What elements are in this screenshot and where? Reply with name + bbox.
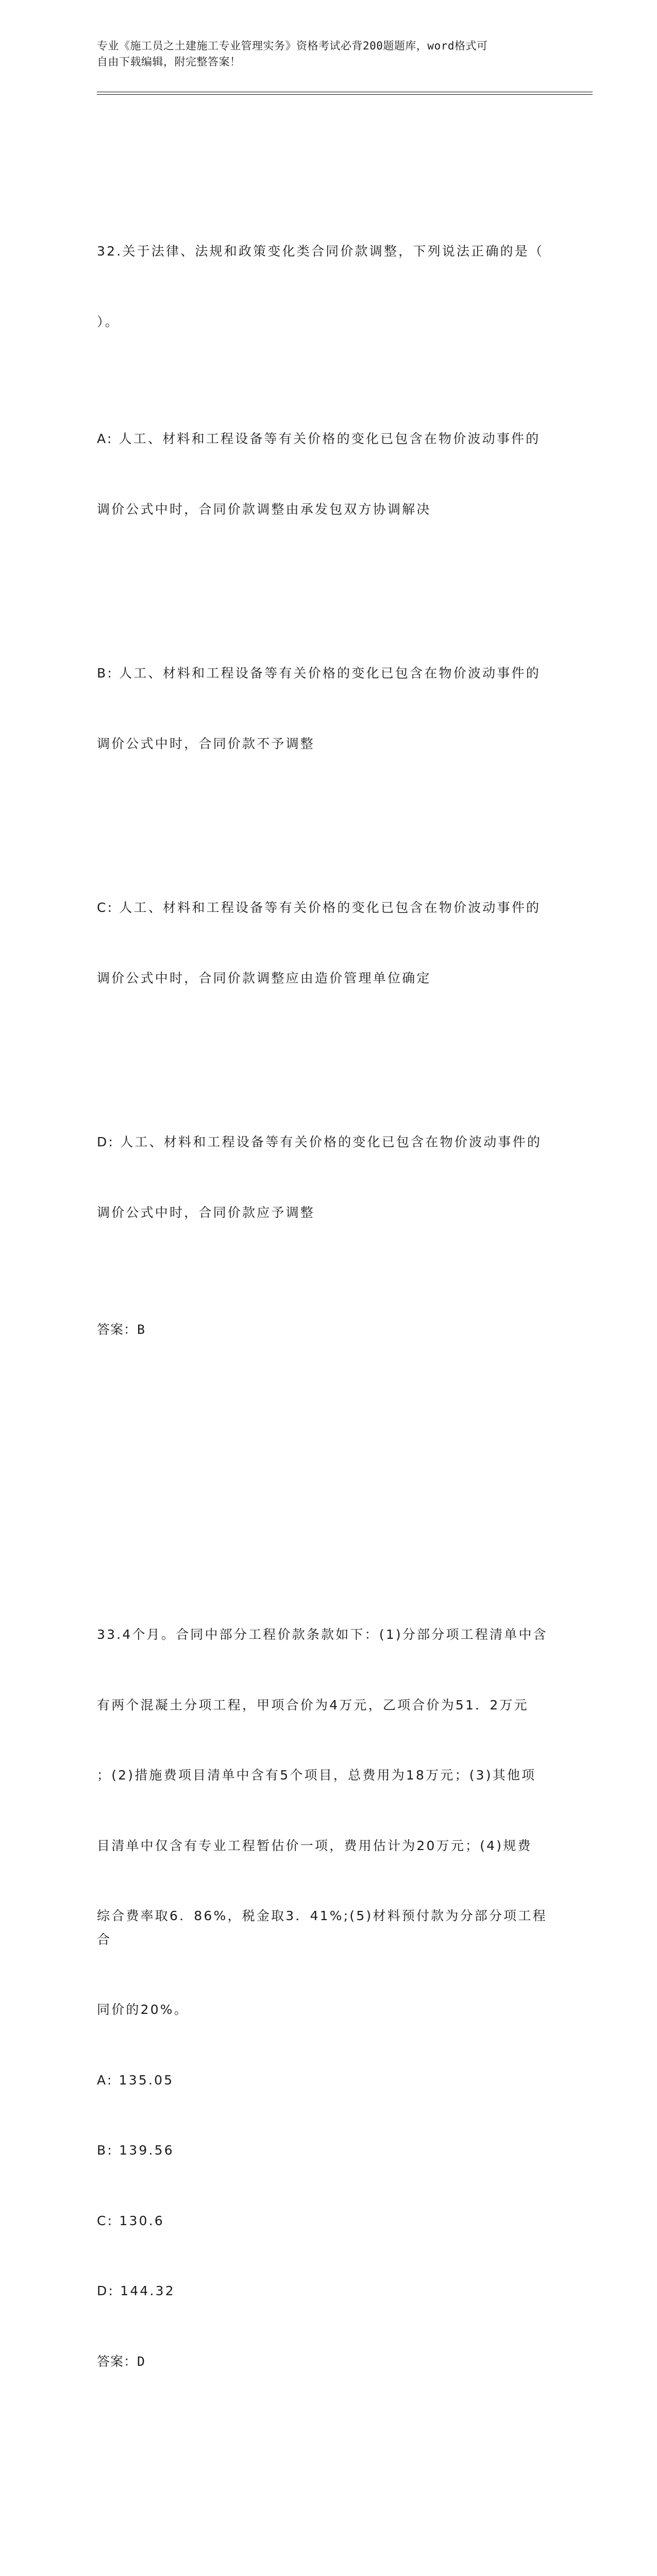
question-spacer bbox=[97, 2490, 561, 2514]
option-line: C: 人工、材料和工程设备等有关价格的变化已包含在物价波动事件的 bbox=[97, 900, 541, 915]
question-stem-line: 33.4个月。合同中部分工程价款条款如下：(1)分部分项工程清单中含 bbox=[97, 1627, 548, 1642]
question-list bbox=[97, 99, 561, 2576]
question-stem-line: 有两个混凝土分项工程，甲项合价为4万元，乙项合价为51．2万元 bbox=[97, 1697, 529, 1713]
option-line: 调价公式中时，合同价款调整由承发包双方协调解决 bbox=[97, 501, 431, 517]
option-a bbox=[97, 380, 561, 568]
option-line: 调价公式中时，合同价款应予调整 bbox=[97, 1205, 315, 1220]
option-line: 调价公式中时，合同价款不予调整 bbox=[97, 736, 315, 751]
question-stem-line: 32.关于法律、法规和政策变化类合同价款调整，下列说法正确的是（ bbox=[97, 244, 544, 259]
option-c bbox=[97, 849, 561, 1037]
option-a: A: 135.05 bbox=[97, 2072, 174, 2088]
question-stem-line: ）。 bbox=[97, 314, 120, 329]
question-stem-line: 目清单中仅含有专业工程暂估价一项，费用估计为20万元；(4)规费 bbox=[97, 1838, 532, 1853]
answer-line: 答案：D bbox=[97, 2353, 146, 2369]
question-stem-line: 同价的20%。 bbox=[97, 2002, 189, 2017]
header-divider bbox=[97, 94, 593, 95]
option-d: D: 144.32 bbox=[97, 2283, 175, 2298]
option-line: A: 人工、材料和工程设备等有关价格的变化已包含在物价波动事件的 bbox=[97, 431, 541, 446]
option-d bbox=[97, 1083, 561, 1271]
option-line: 调价公式中时，合同价款调整应由造价管理单位确定 bbox=[97, 970, 431, 986]
option-line: B: 人工、材料和工程设备等有关价格的变化已包含在物价波动事件的 bbox=[97, 666, 541, 681]
question-spacer bbox=[97, 1459, 561, 1482]
option-b bbox=[97, 615, 561, 802]
option-c: C: 130.6 bbox=[97, 2213, 164, 2228]
question-stem-line: 综合费率取6．86%，税金取3．41%;(5)材料预付款为分部分项工程合 bbox=[97, 1908, 547, 1947]
answer-line: 答案：B bbox=[97, 1322, 146, 1337]
option-b: B: 139.56 bbox=[97, 2143, 174, 2158]
question-stem-line: ；(2)措施费项目清单中含有5个项目，总费用为18万元；(3)其他项 bbox=[97, 1768, 536, 1783]
option-line: D: 人工、材料和工程设备等有关价格的变化已包含在物价波动事件的 bbox=[97, 1134, 542, 1149]
question-32 bbox=[97, 193, 561, 1388]
header-line: 专业《施工员之土建施工专业管理实务》资格考试必背200题题库，word格式可 bbox=[97, 40, 488, 52]
document-header bbox=[97, 38, 550, 70]
question-33 bbox=[97, 1576, 561, 2420]
header-line: 自由下载编辑，附完整答案！ bbox=[97, 56, 241, 68]
